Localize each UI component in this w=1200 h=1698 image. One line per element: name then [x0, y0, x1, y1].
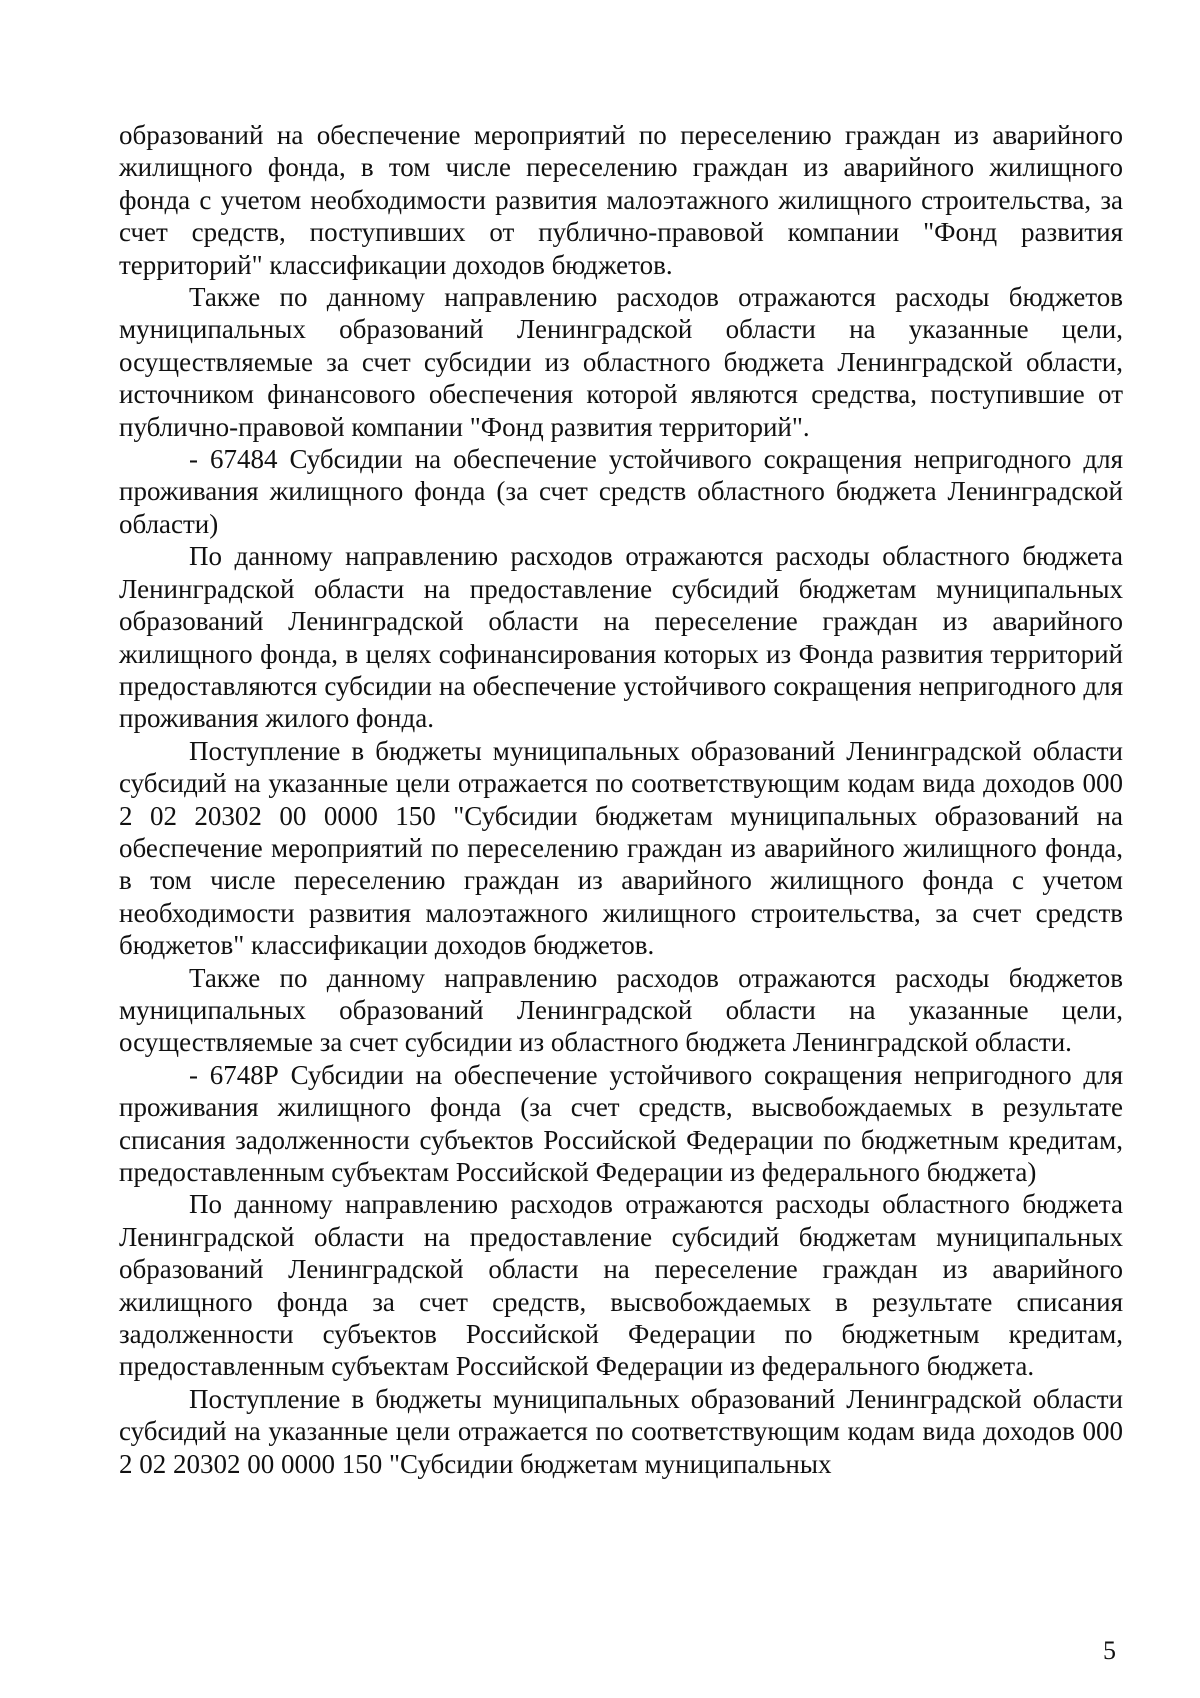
page-number: 5	[1103, 1636, 1116, 1665]
paragraph-9: Поступление в бюджеты муниципальных образований Ленинградской области субсидий на указанные цели отражается по соответствующим кодам вида доходов 000 2 02 20302 00 0000 150 "Субсидии бюджетам муниципальных	[119, 1383, 1123, 1479]
paragraph-1: образований на обеспечение мероприятий по переселению граждан из аварийного жилищного фонда, в том числе переселению граждан из аварийного жилищного фонда с учетом необходимости развития малоэтажного жилищного строительства, за счет средств, поступивших от публично-правовой компании "Фонд развития территорий" классификации доходов бюджетов.	[119, 120, 1123, 280]
paragraph-3-code-67484: - 67484 Субсидии на обеспечение устойчивого сокращения непригодного для проживания жилищного фонда (за счет средств областного бюджета Ленинградской области)	[119, 444, 1123, 539]
document-body	[119, 119, 1123, 1480]
paragraph-8: По данному направлению расходов отражаются расходы областного бюджета Ленинградской области на предоставление субсидий бюджетам муниципальных образований Ленинградской области на переселение граждан из аварийного жилищного фонда за счет средств, высвобождаемых в результате списания задолженности субъектов Российской Федерации по бюджетным кредитам, предоставленным субъектам Российской Федерации из федерального бюджета.	[119, 1189, 1123, 1382]
paragraph-4: По данному направлению расходов отражаются расходы областного бюджета Ленинградской области на предоставление субсидий бюджетам муниципальных образований Ленинградской области на переселение граждан из аварийного жилищного фонда, в целях софинансирования которых из Фонда развития территорий предоставляются субсидии на обеспечение устойчивого сокращения непригодного для проживания жилого фонда.	[119, 541, 1123, 734]
paragraph-7-code-6748p: - 6748Р Субсидии на обеспечение устойчивого сокращения непригодного для проживания жилищного фонда (за счет средств, высвобождаемых в результате списания задолженности субъектов Российской Федерации по бюджетным кредитам, предоставленным субъектам Российской Федерации из федерального бюджета)	[119, 1059, 1123, 1187]
paragraph-2: Также по данному направлению расходов отражаются расходы бюджетов муниципальных образований Ленинградской области на указанные цели, осуществляемые за счет субсидии из областного бюджета Ленинградской области, источником финансового обеспечения которой являются средства, поступившие от публично-правовой компании "Фонд развития территорий".	[119, 282, 1123, 442]
paragraph-5: Поступление в бюджеты муниципальных образований Ленинградской области субсидий на указанные цели отражается по соответствующим кодам вида доходов 000 2 02 20302 00 0000 150 "Субсидии бюджетам муниципальных образований на обеспечение мероприятий по переселению граждан из аварийного жилищного фонда, в том числе переселению граждан из аварийного жилищного фонда с учетом необходимости развития малоэтажного жилищного строительства, за счет средств бюджетов" классификации доходов бюджетов.	[119, 735, 1123, 961]
paragraph-6: Также по данному направлению расходов отражаются расходы бюджетов муниципальных образований Ленинградской области на указанные цели, осуществляемые за счет субсидии из областного бюджета Ленинградской области.	[119, 962, 1123, 1058]
